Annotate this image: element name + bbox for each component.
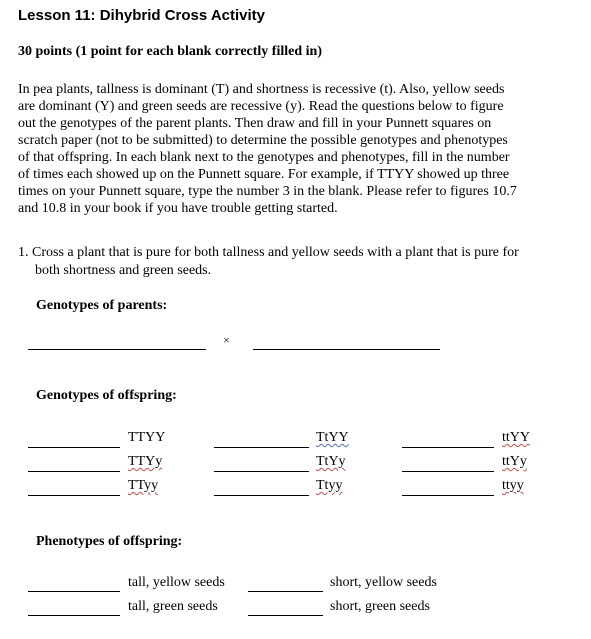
question-1-line-1: 1. Cross a plant that is pure for both tallness and yellow seeds with a plant that is pure for [18, 245, 519, 260]
question-1 [18, 244, 519, 280]
genotype-label: ttyy [502, 478, 524, 493]
question-1-line-2: both shortness and green seeds. [35, 263, 212, 278]
genotype-blank[interactable] [214, 471, 309, 472]
offspring-phenotypes-heading: Phenotypes of offspring: [36, 534, 183, 549]
parent-2-blank[interactable] [253, 349, 440, 350]
genotype-label: TtYy [316, 454, 346, 469]
genotype-label: Ttyy [316, 478, 343, 493]
genotype-blank[interactable] [402, 447, 494, 448]
cross-symbol: × [223, 333, 230, 347]
phenotype-label: tall, yellow seeds [128, 575, 225, 590]
genotype-blank[interactable] [28, 471, 120, 472]
genotype-label: ttYY [502, 430, 530, 445]
genotype-blank[interactable] [28, 447, 120, 448]
genotype-blank[interactable] [28, 495, 120, 496]
lesson-title [18, 7, 265, 24]
intro-line: of times each showed up on the Punnett square. For example, if TTYY showed up three [18, 167, 510, 182]
points-line: 30 points (1 point for each blank correctly filled in) [18, 44, 322, 59]
phenotype-blank[interactable] [248, 615, 323, 616]
parent-1-blank[interactable] [28, 349, 206, 350]
phenotype-label: short, green seeds [330, 599, 430, 614]
intro-line: times on your Punnett square, type the number 3 in the blank. Please refer to figures 10.7 [18, 184, 517, 199]
intro-line: out the genotypes of the parent plants. Then draw and fill in your Punnett squares on [18, 116, 492, 131]
intro-line: are dominant (Y) and green seeds are recessive (y). Read the questions below to figure [18, 99, 504, 114]
genotype-blank[interactable] [402, 495, 494, 496]
offspring-genotypes-heading: Genotypes of offspring: [36, 388, 177, 403]
genotype-label: TTYY [128, 430, 166, 445]
phenotype-blank[interactable] [28, 615, 120, 616]
genotype-blank[interactable] [214, 447, 309, 448]
lesson-title-text: Lesson 11: Dihybrid Cross Activity [18, 7, 266, 24]
parents-heading: Genotypes of parents: [36, 298, 168, 313]
intro-line: of that offspring. In each blank next to the genotypes and phenotypes, fill in the number [18, 150, 510, 165]
genotype-label: TTyy [128, 478, 159, 493]
phenotype-label: short, yellow seeds [330, 575, 437, 590]
intro-line: scratch paper (not to be submitted) to determine the possible genotypes and phenotypes [18, 133, 508, 148]
phenotype-blank[interactable] [28, 591, 120, 592]
genotype-label: ttYy [502, 454, 527, 469]
intro-line: In pea plants, tallness is dominant (T) and shortness is recessive (t). Also, yellow seeds [18, 82, 505, 97]
genotype-label: TTYy [128, 454, 163, 469]
intro-line: and 10.8 in your book if you have trouble getting started. [18, 201, 338, 216]
phenotype-label: tall, green seeds [128, 599, 218, 614]
intro-paragraph [18, 81, 583, 217]
genotype-label: TtYY [316, 430, 349, 445]
genotype-blank[interactable] [402, 471, 494, 472]
phenotype-blank[interactable] [248, 591, 323, 592]
genotype-blank[interactable] [214, 495, 309, 496]
